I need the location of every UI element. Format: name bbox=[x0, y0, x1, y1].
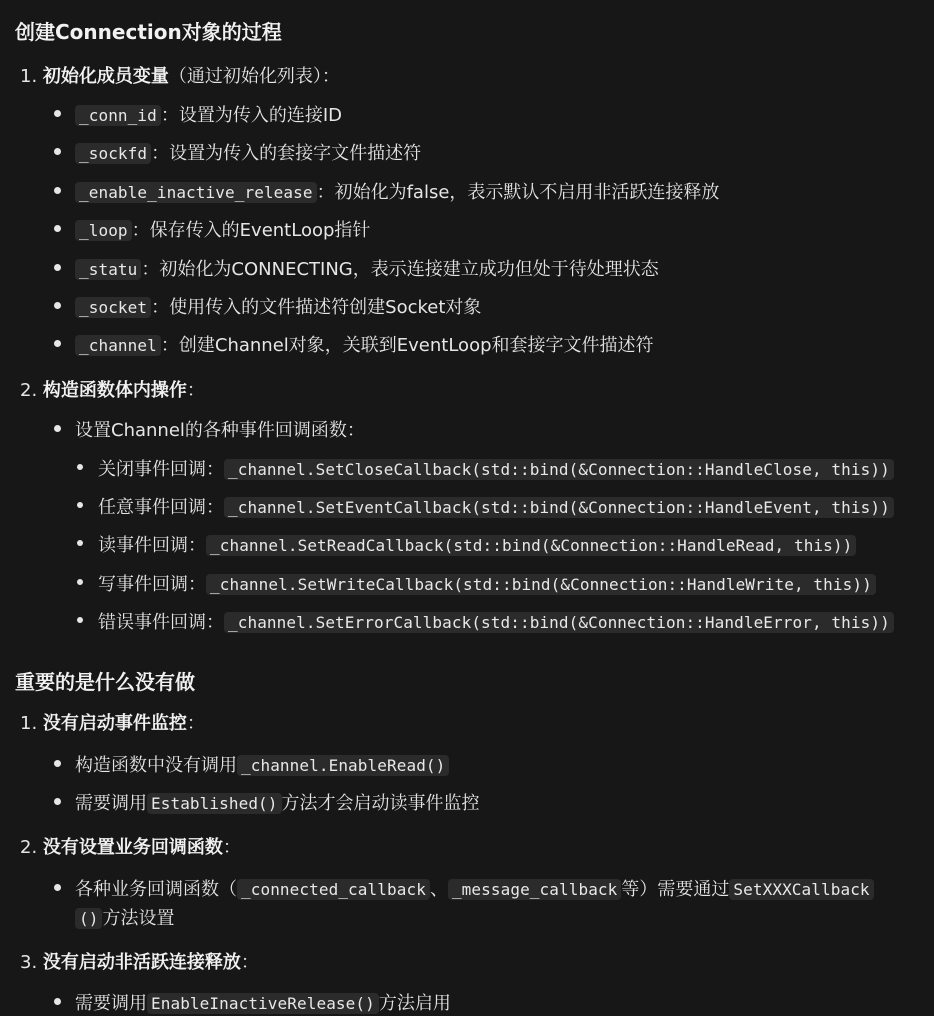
section-title-create-connection: 创建Connection对象的过程 bbox=[15, 20, 282, 44]
item-text: 构造函数中没有调用 bbox=[75, 755, 237, 776]
bullet-icon bbox=[54, 760, 61, 767]
callback-label: 错误事件回调： bbox=[98, 612, 224, 633]
callback-write bbox=[98, 570, 876, 596]
code-enable-inactive-release: _enable_inactive_release bbox=[75, 182, 317, 203]
step-title: 初始化成员变量 bbox=[42, 66, 169, 87]
code-enable-read: _channel.EnableRead() bbox=[237, 755, 449, 776]
bullet-icon bbox=[54, 110, 61, 117]
code-event-callback: _channel.SetEventCallback(std::bind(&Connection::HandleEvent, this)) bbox=[224, 497, 894, 518]
item-text: 等）需要通过 bbox=[621, 879, 730, 900]
step-title: 没有启动事件监控 bbox=[42, 713, 187, 734]
step-suffix: ： bbox=[240, 952, 259, 973]
code-socket: _socket bbox=[75, 297, 151, 318]
callback-label: 读事件回调： bbox=[98, 535, 206, 556]
step-constructor-body bbox=[20, 376, 205, 402]
bullet-icon bbox=[54, 264, 61, 271]
list-item-business-callbacks-cont bbox=[75, 904, 174, 930]
item-text: ：设置为传入的套接字文件描述符 bbox=[151, 143, 422, 164]
callback-label: 写事件回调： bbox=[98, 574, 206, 595]
step-number: 2. bbox=[20, 380, 38, 401]
bullet-icon bbox=[77, 502, 83, 508]
code-channel: _channel bbox=[75, 335, 161, 356]
step-suffix: ： bbox=[186, 380, 205, 401]
callback-error bbox=[98, 608, 894, 634]
code-sockfd: _sockfd bbox=[75, 143, 151, 164]
step-number: 2. bbox=[20, 837, 38, 858]
step-no-business-callbacks bbox=[20, 833, 241, 859]
code-parens: () bbox=[75, 908, 102, 929]
bullet-icon bbox=[77, 579, 83, 585]
step-number: 3. bbox=[20, 952, 38, 973]
item-text: 方法才会启动读事件监控 bbox=[281, 793, 480, 814]
code-statu: _statu bbox=[75, 259, 141, 280]
item-text: 需要调用 bbox=[75, 993, 147, 1014]
code-established: Established() bbox=[147, 793, 282, 814]
list-item-conn-id bbox=[75, 101, 342, 127]
item-text: 、 bbox=[429, 879, 448, 900]
list-item-no-enable-read bbox=[75, 751, 449, 777]
list-item-channel bbox=[75, 331, 654, 357]
item-text: ：初始化为false，表示默认不启用非活跃连接释放 bbox=[316, 182, 720, 203]
callback-read bbox=[98, 531, 856, 557]
step-title: 构造函数体内操作 bbox=[42, 380, 187, 401]
item-text: ：保存传入的EventLoop指针 bbox=[131, 220, 371, 241]
callback-label: 任意事件回调： bbox=[98, 497, 224, 518]
step-no-event-monitor bbox=[20, 709, 205, 735]
bullet-icon bbox=[77, 464, 83, 470]
item-text: ：创建Channel对象，关联到EventLoop和套接字文件描述符 bbox=[160, 335, 654, 356]
bullet-icon bbox=[54, 340, 61, 347]
list-item-sockfd bbox=[75, 139, 421, 165]
bullet-icon bbox=[54, 225, 61, 232]
code-conn-id: _conn_id bbox=[75, 105, 161, 126]
code-close-callback: _channel.SetCloseCallback(std::bind(&Connection::HandleClose, this)) bbox=[224, 459, 894, 480]
section-title-what-not-done: 重要的是什么没有做 bbox=[15, 670, 195, 694]
step-number: 1. bbox=[20, 713, 38, 734]
bullet-icon bbox=[54, 187, 61, 194]
bullet-icon bbox=[54, 302, 61, 309]
item-text: 需要调用 bbox=[75, 793, 147, 814]
code-loop: _loop bbox=[75, 220, 132, 241]
item-text: ：使用传入的文件描述符创建Socket对象 bbox=[151, 297, 482, 318]
bullet-icon bbox=[54, 998, 61, 1005]
code-read-callback: _channel.SetReadCallback(std::bind(&Connection::HandleRead, this)) bbox=[206, 535, 856, 556]
step-suffix: ： bbox=[222, 837, 241, 858]
item-text: ：设置为传入的连接ID bbox=[160, 105, 343, 126]
list-item-established bbox=[75, 789, 480, 815]
list-item-set-callbacks: 设置Channel的各种事件回调函数： bbox=[75, 420, 365, 441]
list-item-enable-inactive-release bbox=[75, 178, 719, 204]
step-suffix: ： bbox=[186, 713, 205, 734]
step-no-inactive-release bbox=[20, 948, 259, 974]
code-error-callback: _channel.SetErrorCallback(std::bind(&Connection::HandleError, this)) bbox=[224, 612, 894, 633]
bullet-icon bbox=[54, 884, 61, 891]
bullet-icon bbox=[77, 540, 83, 546]
list-item-loop bbox=[75, 216, 370, 242]
list-item-business-callbacks bbox=[75, 875, 874, 901]
callback-event bbox=[98, 493, 894, 519]
code-write-callback: _channel.SetWriteCallback(std::bind(&Connection::HandleWrite, this)) bbox=[206, 574, 876, 595]
step-title: 没有启动非活跃连接释放 bbox=[42, 952, 241, 973]
code-enable-inactive-release: EnableInactiveRelease() bbox=[147, 993, 379, 1014]
callback-label: 关闭事件回调： bbox=[98, 459, 224, 480]
code-set-xxx-callback: SetXXXCallback bbox=[729, 879, 873, 900]
item-text: 方法设置 bbox=[102, 908, 175, 929]
code-connected-callback: _connected_callback bbox=[237, 879, 430, 900]
step-title: 没有设置业务回调函数 bbox=[42, 837, 223, 858]
code-message-callback: _message_callback bbox=[448, 879, 621, 900]
list-item-enable-inactive bbox=[75, 989, 451, 1015]
bullet-icon bbox=[54, 798, 61, 805]
bullet-icon bbox=[54, 425, 61, 432]
list-item-socket bbox=[75, 293, 481, 319]
step-init-members bbox=[20, 62, 340, 88]
item-text: ：初始化为CONNECTING，表示连接建立成功但处于待处理状态 bbox=[141, 259, 659, 280]
bullet-icon bbox=[77, 617, 83, 623]
callback-close bbox=[98, 455, 894, 481]
item-text: 各种业务回调函数（ bbox=[75, 879, 237, 900]
bullet-icon bbox=[54, 148, 61, 155]
step-number: 1. bbox=[20, 66, 38, 87]
list-item-statu bbox=[75, 255, 659, 281]
step-suffix: （通过初始化列表）： bbox=[168, 66, 340, 87]
item-text: 方法启用 bbox=[378, 993, 451, 1014]
